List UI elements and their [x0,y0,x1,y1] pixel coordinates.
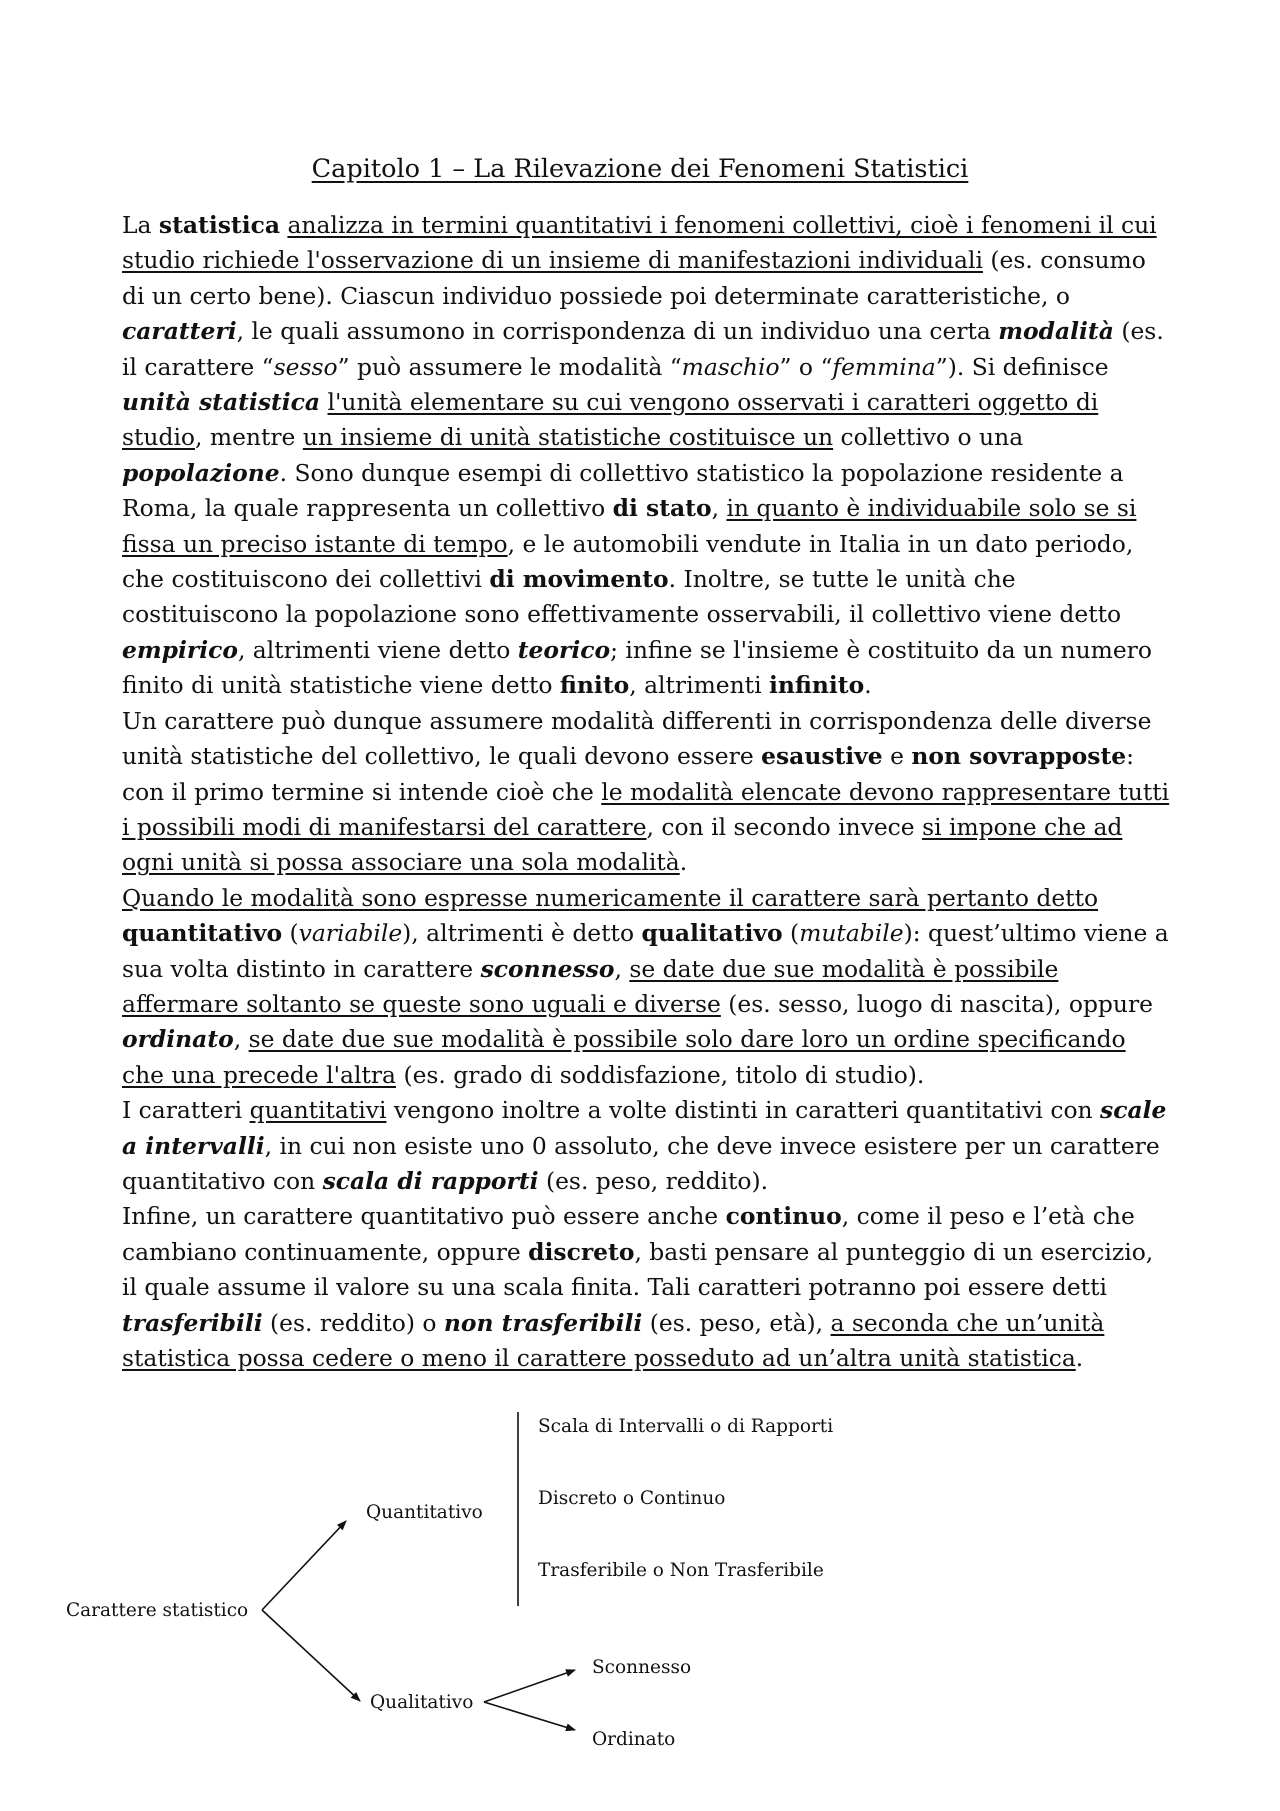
text-run: (es. peso, reddito). [538,1166,769,1195]
text-run: (es. consumo di un certo bene). Ciascun individuo possiede poi determinate caratteristiche, o [122,246,1146,310]
italic-text: mutabile [799,919,904,948]
diagram-quant-item: Discreto o Continuo [538,1488,726,1509]
text-run: . Inoltre, se tutte le unità che costituiscono la popolazione sono effettivamente osservabili, il collettivo viene detto [122,565,1122,629]
bold-term: continuo [725,1202,842,1231]
text-run: , in cui non esiste uno 0 assoluto, che deve invece esistere per un carattere quantitativo con [122,1131,1160,1195]
text-run: , altrimenti [629,671,769,700]
bold-italic-term: popolazione [122,458,280,487]
text-run: . [864,671,872,700]
diagram-quant-item: Trasferibile o Non Trasferibile [538,1560,824,1581]
text-run: ( [782,919,800,948]
bold-italic-term: empirico [122,635,238,664]
bold-term: esaustive [761,742,883,771]
text-run: , altrimenti viene detto [237,635,518,664]
diagram-quantitativo-label: Quantitativo [366,1502,483,1523]
page-title: Capitolo 1 – La Rilevazione dei Fenomeni Statistici [311,154,969,184]
text-run: , con il secondo invece [646,812,923,841]
underlined-text: l'unità elementare su cui vengono osservati i caratteri oggetto di studio [122,388,1099,452]
text-run: Infine, un carattere quantitativo può essere anche [122,1202,726,1231]
text-run: , [614,954,630,983]
bold-term: di movimento [489,565,669,594]
bold-italic-term: unità statistica [122,388,321,417]
arrow-to-qualitativo [262,1610,360,1701]
arrow-to-quantitativo [262,1521,346,1610]
bold-italic-term: sconnesso [480,954,615,983]
text-run: (es. il carattere “ [122,317,1164,381]
bold-italic-term: teorico [517,635,611,664]
text-run: vengono inoltre a volte distinti in caratteri quantitativi con [386,1096,1101,1125]
text-run: (es. peso, età), [642,1308,831,1337]
bold-italic-term: non trasferibili [443,1308,643,1337]
text-run: . [679,848,688,877]
bold-italic-term: modalità [998,317,1114,346]
text-run: , le quali assumono in corrispondenza di un individuo una certa [236,317,999,346]
text-run: La [122,211,159,239]
bold-italic-term: ordinato [122,1025,234,1054]
bold-term: di stato [612,494,712,523]
arrow-to-sconnesso [484,1670,575,1702]
diagram-qual-item: Sconnesso [592,1657,692,1678]
text-run: ” o “ [779,352,833,381]
underlined-text: se date due sue modalità è possibile solo dare loro un ordine specificando che una precede l'altra [122,1025,1126,1089]
text-run: ( [282,919,299,948]
italic-text: femmina [832,352,936,381]
diagram-quant-item: Scala di Intervalli o di Rapporti [538,1416,834,1437]
underlined-text: se date due sue modalità è possibile affermare soltanto se queste sono uguali e diverse [122,954,1059,1018]
diagram-qual-item: Ordinato [592,1729,676,1750]
text-run: collettivo o una [833,423,1024,452]
text-run: ): quest’ultimo viene a sua volta distinto in carattere [122,919,1169,983]
bold-italic-term: trasferibili [122,1308,263,1337]
underlined-text: in quanto è individuabile solo se si fissa un preciso istante di tempo [122,494,1137,558]
bold-italic-term: caratteri [122,317,237,346]
italic-text: sesso [273,352,338,381]
text-run: ), altrimenti è detto [402,919,642,948]
bold-term: finito [559,671,630,700]
text-run: e [882,742,912,771]
bold-italic-term: scale a intervalli [122,1096,1167,1160]
bold-term: infinito [769,671,865,700]
bold-term: statistica [158,211,280,239]
underlined-text: un insieme di unità statistiche costituisce un [302,423,834,452]
text-run: (es. sesso, luogo di nascita), oppure [720,989,1153,1018]
text-run: ”). Si definisce [935,352,1109,381]
bold-term: discreto [528,1237,635,1266]
underlined-text: quantitativi [249,1096,387,1125]
text-run: , e le automobili vendute in Italia in un dato periodo, che costituiscono dei collettivi [122,529,1134,594]
arrow-to-ordinato [484,1702,575,1730]
diagram-root-label: Carattere statistico [66,1600,249,1621]
underlined-text: Quando le modalità sono espresse numericamente il carattere sarà pertanto detto [122,883,1099,912]
underlined-text: analizza in termini quantitativi i fenomeni collettivi, cioè i fenomeni il cui studio richiede l'osservazione di un insieme di manifestazioni individuali [122,211,1157,275]
text-run: . [1075,1344,1084,1372]
text-run: ” può assumere le modalità “ [337,352,682,381]
text-run: (es. grado di soddisfazione, titolo di studio). [396,1060,925,1089]
text-run: . Sono dunque esempi di collettivo statistico la popolazione residente a Roma, la quale rappresenta un collettivo [122,458,1124,523]
bold-term: qualitativo [641,919,783,948]
text-run: , [711,494,727,523]
text-run: , [233,1025,249,1054]
bold-term: quantitativo [122,919,283,948]
bold-term: non sovrapposte [911,742,1127,771]
underlined-text: si impone che ad ogni unità si possa associare una sola modalità [122,812,1123,877]
text-run: Un carattere può dunque assumere modalità differenti in corrispondenza delle diverse unità statistiche del collettivo, le quali devono essere [122,706,1152,771]
text-run: : con il primo termine si intende cioè che [122,742,1135,806]
diagram-qualitativo-label: Qualitativo [370,1692,474,1713]
italic-text: maschio [681,352,780,381]
underlined-text: a seconda che un’unità statistica possa cedere o meno il carattere posseduto ad un’altra unità statistica [122,1308,1105,1372]
text-run: , mentre [195,423,303,452]
text-run: ; infine se l'insieme è costituito da un numero finito di unità statistiche viene detto [122,635,1152,700]
italic-text: variabile [298,919,403,948]
text-run: , basti pensare al punteggio di un esercizio, il quale assume il valore su una scala finita. Tali caratteri potranno poi essere detti [122,1237,1154,1302]
underlined-text: le modalità elencate devono rappresentare tutti i possibili modi di manifestarsi del carattere [122,777,1170,841]
text-run: (es. reddito) o [262,1308,444,1337]
bold-italic-term: scala di rapporti [322,1166,539,1195]
text-run: I caratteri [122,1096,250,1125]
text-run: , come il peso e l’età che cambiano continuamente, oppure [122,1202,1135,1266]
